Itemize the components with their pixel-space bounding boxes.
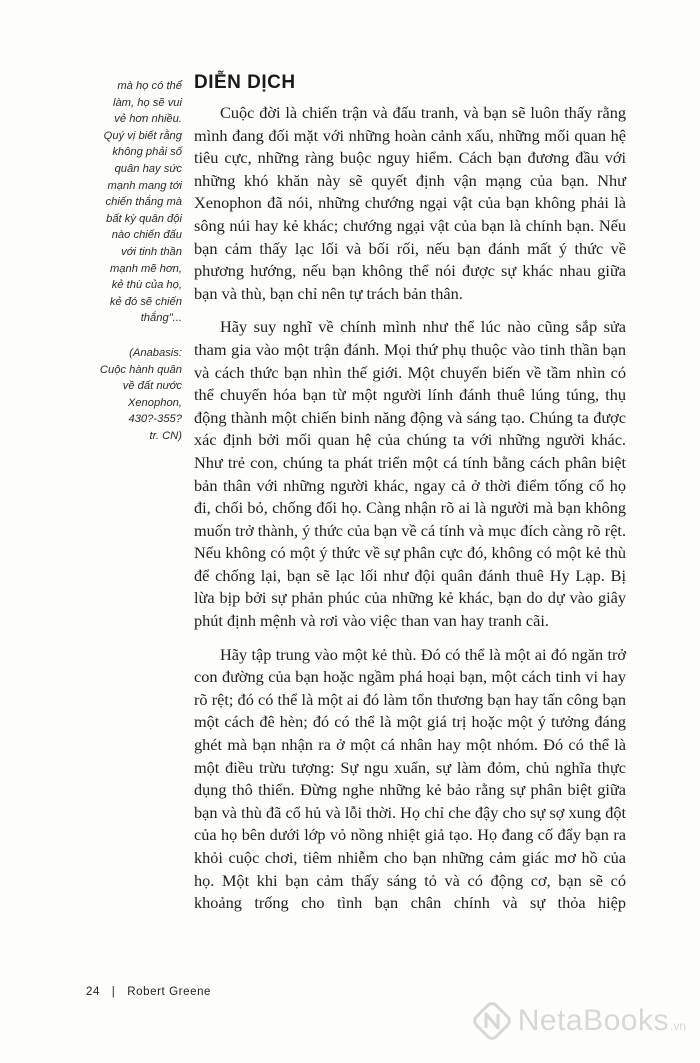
netabooks-logo-icon: [472, 1001, 512, 1041]
body-text: [194, 102, 626, 926]
watermark-text: NetaBooks: [517, 1004, 669, 1037]
paragraph: Cuộc đời là chiến trận và đấu tranh, và bạn sẽ luôn thấy rằng mình đang đối mặt với những hoàn cảnh xấu, những mối quan hệ tiêu cực, những ràng buộc nguy hiểm. Cách bạn đương đầu với những khó khăn này sẽ quyết định vận mạng của bạn. Như Xenophon đã nói, những chướng ngại vật của bạn không phải là sông núi hay kẻ khác; chướng ngại vật của bạn là chính bạn. Nếu bạn cảm thấy lạc lối và bối rối, nếu bạn đánh mất ý thức về phương hướng, nếu bạn không thể nói được sự khác nhau giữa bạn và thù, bạn chỉ nên tự trách bản thân.: [194, 103, 626, 303]
margin-quote-text: mà họ có thể làm, họ sẽ vui vẻ hơn nhiều. Quý vị biết rằng không phải số quân hay sức mạnh mang tới chiến thắng mà bất kỳ quân đội nào chiến đấu với tinh thần mạnh mẽ hơn, kẻ thù của họ, kẻ đó sẽ chiến thắng"...: [103, 80, 182, 325]
author-name: Robert Greene: [127, 986, 212, 998]
page-footer: [86, 986, 211, 998]
footer-separator: |: [111, 986, 116, 998]
watermark: [472, 1001, 686, 1041]
paragraph: Hãy tập trung vào một kẻ thù. Đó có thể là một ai đó ngăn trở con đường của bạn hoặc ngầm phá hoại bạn, một cách tinh vi hay rõ rệt; đó có thể là một ai đó làm tổn thương bạn hay tấn công bạn một cách đê hèn; đó có thể là một giá trị hoặc một ý tưởng đáng ghét mà bạn nhận ra ở một cá nhân hay một nhóm. Đó có thể là một điều trừu tượng: Sự ngu xuẩn, sự làm đỏm, chủ nghĩa thực dụng thô thiển. Đừng nghe những kẻ bảo rằng sự phân biệt giữa bạn và thù đã cổ hủ và lỗi thời. Họ chỉ che đậy cho sự sợ xung đột của họ bên dưới lớp vỏ nồng nhiệt giả tạo. Họ đang cố đẩy bạn ra khỏi cuộc chơi, tiêm nhiễm cho bạn những cảm giác mơ hồ của họ. Một khi bạn cảm thấy sáng tỏ và có động cơ, bạn sẽ có khoảng trống cho tình bạn chân chính và sự thỏa hiệp: [194, 644, 626, 913]
margin-quote: [82, 78, 182, 444]
margin-quote-source: (Anabasis: Cuộc hành quân về đất nước Xenophon, 430?-355? tr. CN): [99, 346, 182, 442]
page-number: 24: [86, 986, 100, 998]
paragraph: Hãy suy nghĩ về chính mình như thể lúc nào cũng sắp sửa tham gia vào một trận đánh. Mọi thứ phụ thuộc vào tinh thần bạn và cách thức bạn nhìn thế giới. Một chuyển biến về tầm nhìn có thể chuyển hóa bạn từ một người lính đánh thuê lúng túng, thụ động thành một chiến binh năng động và sáng tạo. Chúng ta được xác định bởi mối quan hệ của chúng ta với những người khác. Như trẻ con, chúng ta phát triển một cá tính bằng cách phân biệt bản thân với những người khác, ngay cả ở thời điểm tống cổ họ đi, chối bỏ, chống đối họ. Càng nhận rõ ai là người mà bạn không muốn trở thành, ý thức của bạn về cá tính và mục đích càng rõ rệt. Nếu không có một ý thức về sự phân cực đó, không có một kẻ thù để chống lại, bạn sẽ lạc lối như đội quân đánh thuê Hy Lạp. Bị lừa bịp bởi sự phản phúc của những kẻ khác, bạn do dự vào giây phút định mệnh và rơi vào việc than van hay tranh cãi.: [194, 317, 627, 631]
watermark-suffix: .vn: [669, 1019, 686, 1033]
section-heading: DIỄN DỊCH: [194, 72, 296, 93]
